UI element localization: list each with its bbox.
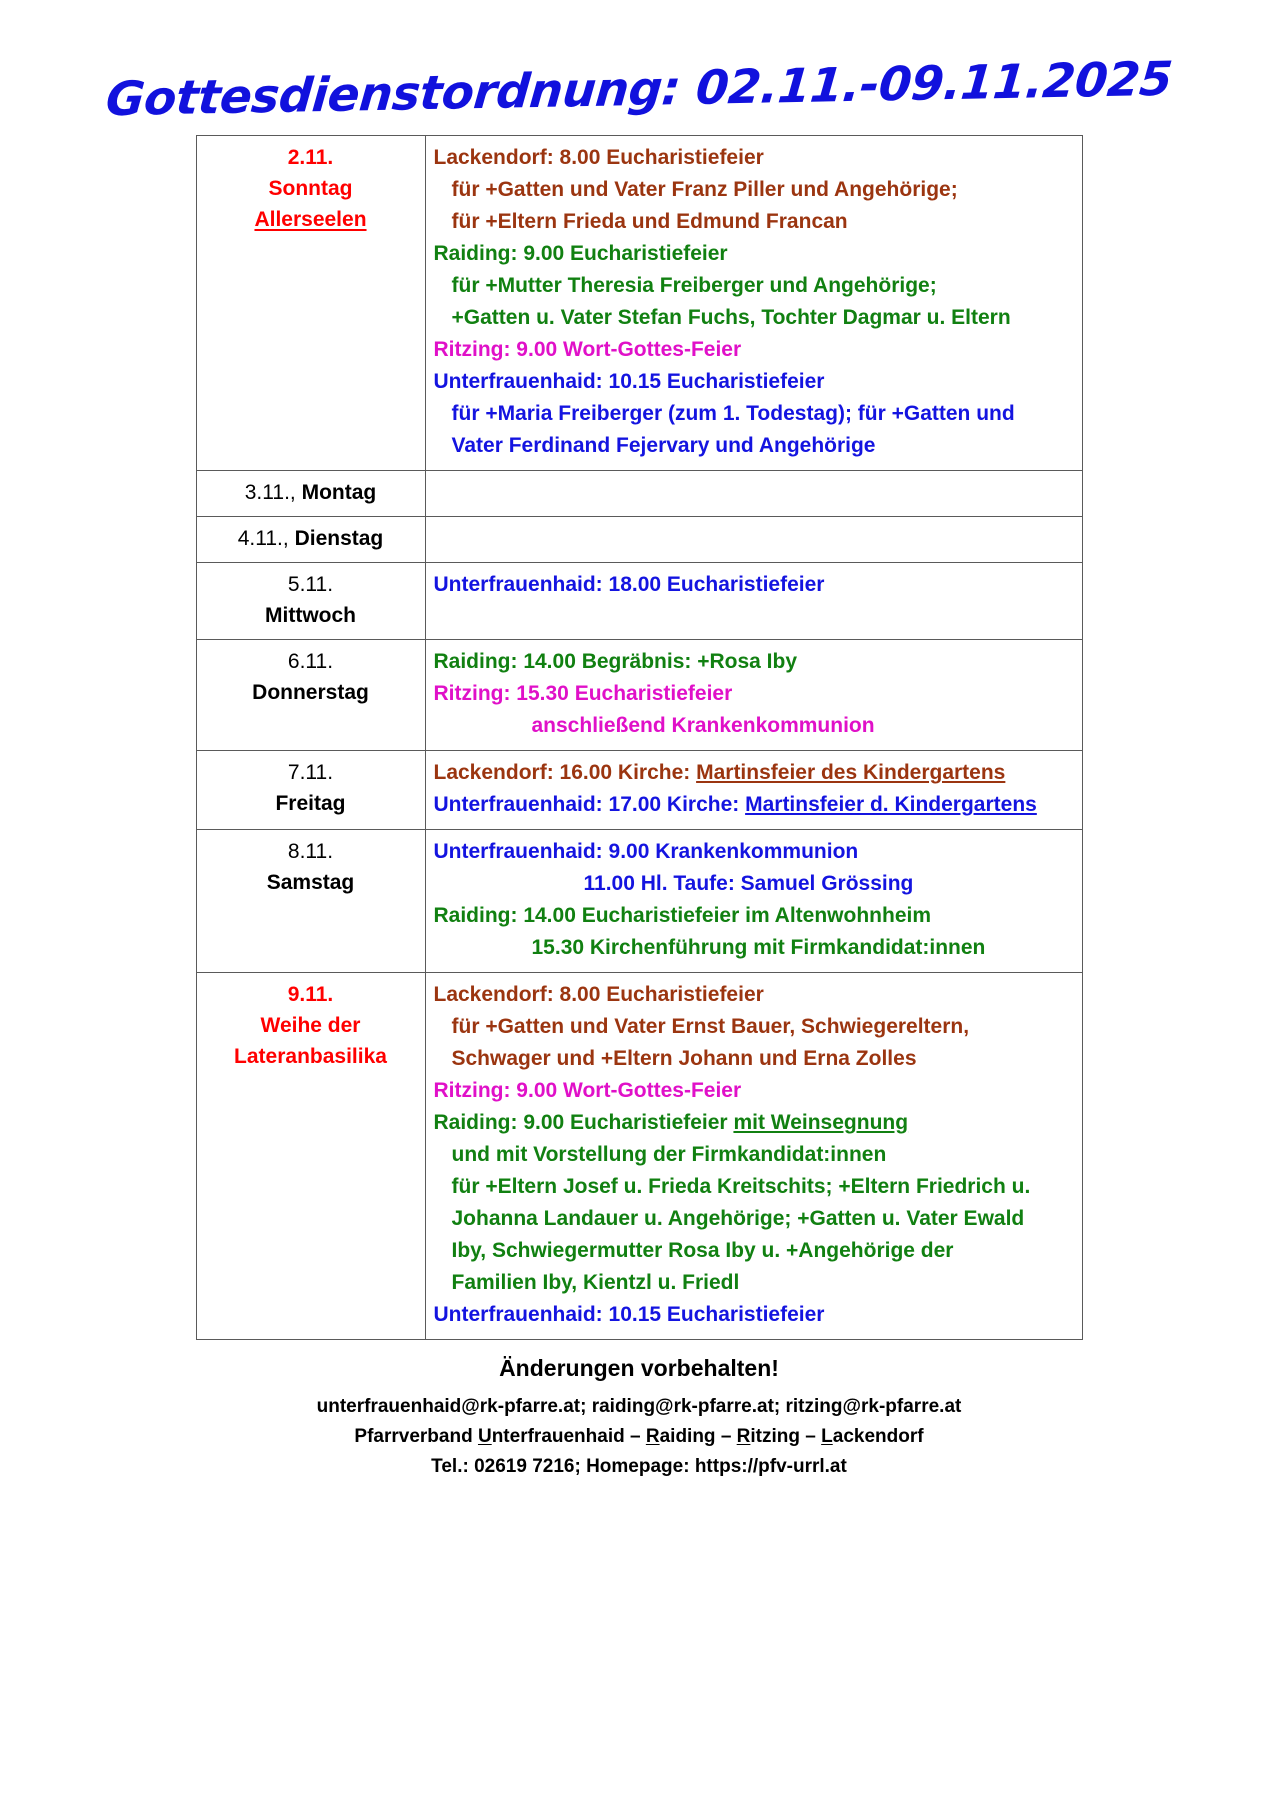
event-text: für +Maria Freiberger (zum 1. Todestag); für +Gatten und [451,402,1015,425]
day-label: 2.11. [287,146,334,169]
events-cell [425,471,1082,517]
event-text: Unterfrauenhaid: 9.00 Krankenkommunion [433,840,859,863]
event-line [434,1299,1078,1331]
event-text: für +Mutter Theresia Freiberger und Angehörige; [451,274,937,297]
changes-notice: Änderungen vorbehalten! [499,1355,779,1381]
event-line [434,174,1078,206]
day-label: 7.11. [287,761,334,784]
event-text: Raiding: 9.00 Eucharistiefeier [433,242,728,265]
event-line [434,270,1078,302]
event-text: Iby, Schwiegermutter Rosa Iby u. +Angehörige der [451,1239,954,1262]
day-cell [196,471,425,517]
table-row [196,973,1082,1340]
event-line [434,932,1078,964]
event-line [434,1267,1078,1299]
day-label: Allerseelen [254,208,367,231]
event-line [434,238,1078,270]
event-text: Unterfrauenhaid: 18.00 Eucharistiefeier [433,573,825,596]
event-text: 15.30 Kirchenführung mit Firmkandidat:innen [531,936,986,959]
event-line [434,868,1078,900]
event-text: für +Gatten und Vater Ernst Bauer, Schwiegereltern, [451,1015,970,1038]
contact-emails: unterfrauenhaid@rk-pfarre.at; raiding@rk-pfarre.at; ritzing@rk-pfarre.at [316,1396,962,1417]
event-text-emphasis: Martinsfeier des Kindergartens [696,761,1006,784]
event-line [434,1171,1078,1203]
event-text: Schwager und +Eltern Johann und Erna Zolles [451,1047,917,1070]
event-line [434,1075,1078,1107]
event-line [434,1107,1078,1139]
event-line [434,789,1078,821]
event-text: Lackendorf: 8.00 Eucharistiefeier [433,146,764,169]
day-cell [196,517,425,563]
parish-initial: R [645,1426,660,1447]
day-label: Weihe der [260,1014,361,1037]
event-text: und mit Vorstellung der Firmkandidat:innen [451,1143,887,1166]
event-text: Unterfrauenhaid: 17.00 Kirche: [433,793,746,816]
parish-initial: R [736,1426,751,1447]
day-label [203,523,419,554]
table-row [196,830,1082,973]
event-line [434,334,1078,366]
event-line [434,757,1078,789]
contact-phone-homepage: Tel.: 02619 7216; Homepage: https://pfv-urrl.at [431,1456,847,1477]
day-label: Sonntag [268,177,353,200]
table-row [196,563,1082,640]
event-text: +Gatten u. Vater Stefan Fuchs, Tochter Dagmar u. Eltern [451,306,1011,329]
event-text: Lackendorf: 8.00 Eucharistiefeier [433,983,764,1006]
events-cell [425,136,1082,471]
event-text-emphasis: Martinsfeier d. Kindergartens [745,793,1037,816]
event-line [434,836,1078,868]
parish-initial: U [477,1426,492,1447]
parish-initial: L [821,1426,833,1447]
event-text: Lackendorf: 16.00 Kirche: [433,761,697,784]
event-line [434,710,1078,742]
day-label: Mittwoch [265,604,356,627]
event-line [434,1139,1078,1171]
day-weekday: Montag [301,481,377,504]
event-text: Raiding: 14.00 Begräbnis: +Rosa Iby [433,650,798,673]
event-line [434,1203,1078,1235]
event-line [434,1235,1078,1267]
table-row [196,640,1082,751]
event-text: Ritzing: 9.00 Wort-Gottes-Feier [433,338,742,361]
events-cell [425,830,1082,973]
table-row [196,517,1082,563]
event-text: Familien Iby, Kientzl u. Friedl [451,1271,740,1294]
events-cell [425,973,1082,1340]
table-row [196,471,1082,517]
parish-association-text: Pfarrverband Unterfrauenhaid – Raiding – Ritzing – Lackendorf [354,1426,924,1447]
day-label: 9.11. [287,983,334,1006]
service-schedule-table [196,135,1083,1340]
footer [209,1340,1069,1482]
day-date: 3.11., [244,481,302,504]
day-cell [196,563,425,640]
day-label: Samstag [266,871,355,894]
event-text: für +Gatten und Vater Franz Piller und Angehörige; [451,178,958,201]
day-label [203,477,419,508]
event-text: Vater Ferdinand Fejervary und Angehörige [451,434,876,457]
event-line [434,900,1078,932]
day-label: 5.11. [287,573,334,596]
day-cell [196,640,425,751]
event-line [434,206,1078,238]
event-line [434,678,1078,710]
events-cell [425,751,1082,830]
event-line [434,142,1078,174]
event-line [434,302,1078,334]
day-label: 8.11. [287,840,334,863]
event-text: Raiding: 9.00 Eucharistiefeier [433,1111,734,1134]
events-cell [425,563,1082,640]
event-text: Unterfrauenhaid: 10.15 Eucharistiefeier [433,1303,825,1326]
event-text: für +Eltern Frieda und Edmund Francan [451,210,848,233]
day-cell [196,973,425,1340]
event-text: 11.00 Hl. Taufe: Samuel Grössing [583,872,914,895]
event-text: Ritzing: 9.00 Wort-Gottes-Feier [433,1079,742,1102]
table-row [196,136,1082,471]
day-date: 4.11., [237,527,295,550]
event-text: für +Eltern Josef u. Frieda Kreitschits; +Eltern Friedrich u. [451,1175,1031,1198]
event-text: Raiding: 14.00 Eucharistiefeier im Altenwohnheim [433,904,932,927]
day-cell [196,830,425,973]
event-line [434,1043,1078,1075]
event-line [434,430,1078,462]
event-text: Ritzing: 15.30 Eucharistiefeier [433,682,733,705]
page-title: Gottesdienstordnung: 02.11.-09.11.2025 [103,51,1175,128]
event-line [434,646,1078,678]
event-line [434,569,1078,601]
event-line [434,398,1078,430]
event-text: Unterfrauenhaid: 10.15 Eucharistiefeier [433,370,825,393]
day-label: 6.11. [287,650,334,673]
event-line [434,1011,1078,1043]
day-label: Freitag [275,792,346,815]
day-weekday: Dienstag [294,527,384,550]
day-cell [196,751,425,830]
events-cell [425,640,1082,751]
event-text-emphasis: mit Weinsegnung [733,1111,909,1134]
event-line [434,366,1078,398]
event-line [434,979,1078,1011]
event-text: anschließend Krankenkommunion [531,714,875,737]
events-cell [425,517,1082,563]
day-label: Lateranbasilika [234,1045,387,1068]
event-text: Johanna Landauer u. Angehörige; +Gatten u. Vater Ewald [451,1207,1025,1230]
title-area [0,0,1278,135]
day-label: Donnerstag [252,681,369,704]
schedule-body [196,136,1082,1340]
table-row [196,751,1082,830]
parish-association [209,1422,1069,1452]
day-cell [196,136,425,471]
